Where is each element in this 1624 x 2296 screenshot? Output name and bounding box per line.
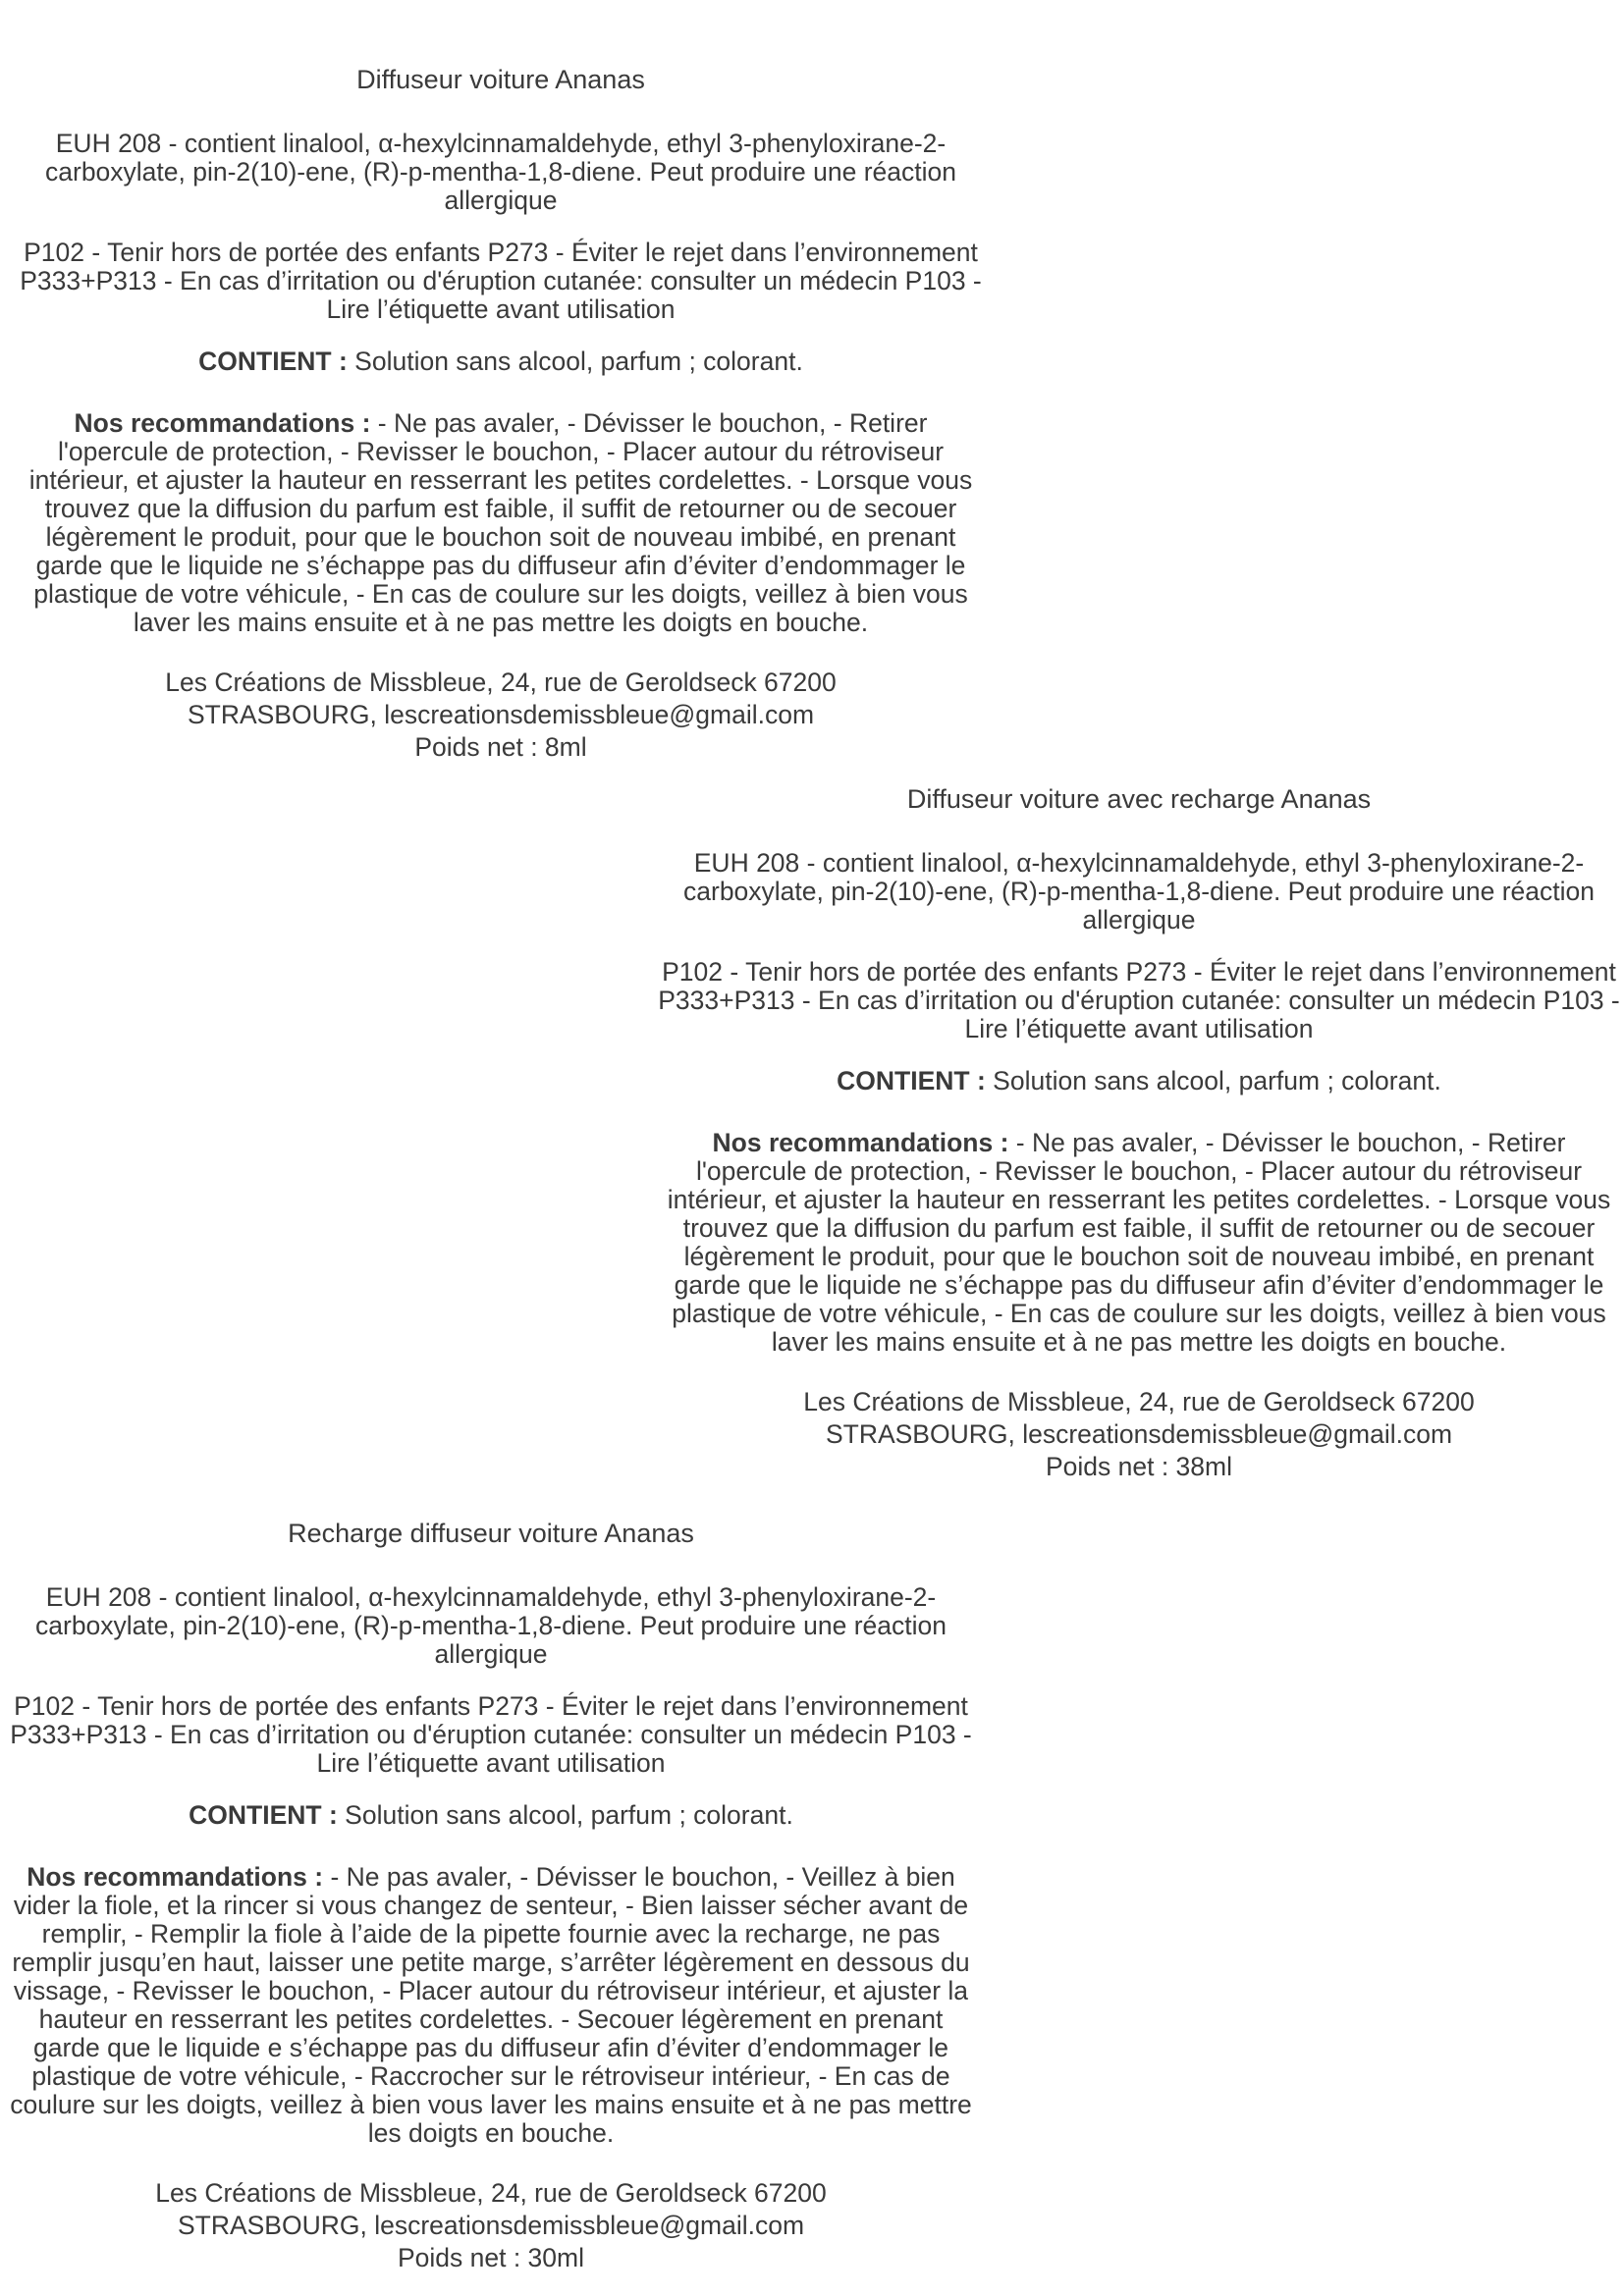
recommendations-text: - Ne pas avaler, - Dévisser le bouchon, - Retirer l'opercule de protection, - Revisser le bouchon, - Placer autour du rétroviseur intérieur, et ajuster la hauteur en resserrant les petites cordelettes. - Lorsque vous trouvez que la diffusion du parfum est faible, il suffit de retourner ou de secouer légèrement le produit, pour que le bouchon soit de nouveau imbibé, en prenant garde que le liquide ne s’échappe pas du diffuseur afin d’éviter d’endommager le plastique de votre véhicule, - En cas de coulure sur les doigts, veillez à bien vous laver les mains ensuite et à ne pas mettre les doigts en bouche. — [667, 1128, 1611, 1357]
contents-text: Solution sans alcool, parfum ; colorant. — [993, 1066, 1441, 1095]
address-line-1: Les Créations de Missbleue, 24, rue de Geroldseck 67200 — [165, 667, 837, 697]
recommendations — [658, 1129, 1620, 1357]
label-diffuseur-voiture-avec-recharge — [658, 782, 1620, 1483]
label-title: Diffuseur voiture avec recharge Ananas — [906, 784, 1372, 814]
recommendations-label: Nos recommandations : — [74, 408, 371, 438]
contents-label: CONTIENT : — [198, 347, 348, 376]
net-weight: Poids net : 38ml — [1045, 1452, 1233, 1481]
euh-statement: EUH 208 - contient linalool, α-hexylcinnamaldehyde, ethyl 3-phenyloxirane-2-carboxylate, pin-2(10)-ene, (R)-p-mentha-1,8-diene. Peut produire une réaction allergique — [45, 129, 956, 215]
label-diffuseur-voiture — [20, 63, 982, 764]
contents-text: Solution sans alcool, parfum ; colorant. — [345, 1800, 793, 1830]
precautionary-statements: P102 - Tenir hors de portée des enfants P273 - Éviter le rejet dans l’environnement P333+P313 - En cas d’irritation ou d'éruption cutanée: consulter un médecin P103 - Lire l’étiquette avant utilisation — [20, 238, 982, 324]
precautionary-statements: P102 - Tenir hors de portée des enfants P273 - Éviter le rejet dans l’environnement P333+P313 - En cas d’irritation ou d'éruption cutanée: consulter un médecin P103 - Lire l’étiquette avant utilisation — [658, 957, 1620, 1043]
contents-statement — [658, 1067, 1620, 1095]
precautionary-statements: P102 - Tenir hors de portée des enfants P273 - Éviter le rejet dans l’environnement P333+P313 - En cas d’irritation ou d'éruption cutanée: consulter un médecin P103 - Lire l’étiquette avant utilisation — [10, 1691, 972, 1778]
label-title: Diffuseur voiture Ananas — [356, 65, 645, 94]
contents-label: CONTIENT : — [837, 1066, 986, 1095]
contents-text: Solution sans alcool, parfum ; colorant. — [354, 347, 803, 376]
address-line-1: Les Créations de Missbleue, 24, rue de Geroldseck 67200 — [803, 1387, 1475, 1416]
net-weight: Poids net : 8ml — [414, 732, 587, 762]
euh-statement: EUH 208 - contient linalool, α-hexylcinnamaldehyde, ethyl 3-phenyloxirane-2-carboxylate, pin-2(10)-ene, (R)-p-mentha-1,8-diene. Peut produire une réaction allergique — [683, 848, 1595, 934]
address-line-1: Les Créations de Missbleue, 24, rue de Geroldseck 67200 — [155, 2178, 827, 2208]
contents-label: CONTIENT : — [189, 1800, 338, 1830]
recommendations-label: Nos recommandations : — [27, 1862, 324, 1892]
recommendations-text: - Ne pas avaler, - Dévisser le bouchon, - Retirer l'opercule de protection, - Revisser le bouchon, - Placer autour du rétroviseur intérieur, et ajuster la hauteur en resserrant les petites cordelettes. - Lorsque vous trouvez que la diffusion du parfum est faible, il suffit de retourner ou de secouer légèrement le produit, pour que le bouchon soit de nouveau imbibé, en prenant garde que le liquide ne s’échappe pas du diffuseur afin d’éviter d’endommager le plastique de votre véhicule, - En cas de coulure sur les doigts, veillez à bien vous laver les mains ensuite et à ne pas mettre les doigts en bouche. — [28, 408, 973, 637]
recommendations-label: Nos recommandations : — [712, 1128, 1009, 1157]
label-recharge-diffuseur-voiture — [10, 1517, 972, 2274]
contents-statement — [20, 347, 982, 376]
address-line-2: STRASBOURG, lescreationsdemissbleue@gmail.com — [177, 2211, 805, 2240]
recommendations-text: - Ne pas avaler, - Dévisser le bouchon, - Veillez à bien vider la fiole, et la rincer si vous changez de senteur, - Bien laisser sécher avant de remplir, - Remplir la fiole à l’aide de la pipette fournie avec la recharge, ne pas remplir jusqu’en haut, laisser une petite marge, s’arrêter légèrement en dessous du vissage, - Revisser le bouchon, - Placer autour du rétroviseur intérieur, et ajuster la hauteur en resserrant les petites cordelettes. - Secouer légèrement en prenant garde que le liquide e s’échappe pas du diffuseur afin d’éviter d’endommager le plastique de votre véhicule, - Raccrocher sur le rétroviseur intérieur, - En cas de coulure sur les doigts, veillez à bien vous laver les mains ensuite et à ne pas mettre les doigts en bouche. — [10, 1862, 972, 2148]
address-line-2: STRASBOURG, lescreationsdemissbleue@gmail.com — [825, 1419, 1453, 1449]
address-line-2: STRASBOURG, lescreationsdemissbleue@gmail.com — [187, 700, 815, 729]
euh-statement: EUH 208 - contient linalool, α-hexylcinnamaldehyde, ethyl 3-phenyloxirane-2-carboxylate, pin-2(10)-ene, (R)-p-mentha-1,8-diene. Peut produire une réaction allergique — [35, 1582, 947, 1669]
contents-statement — [10, 1801, 972, 1830]
label-title: Recharge diffuseur voiture Ananas — [288, 1519, 694, 1548]
recommendations — [20, 409, 982, 637]
recommendations — [10, 1863, 972, 2148]
net-weight: Poids net : 30ml — [397, 2243, 585, 2272]
